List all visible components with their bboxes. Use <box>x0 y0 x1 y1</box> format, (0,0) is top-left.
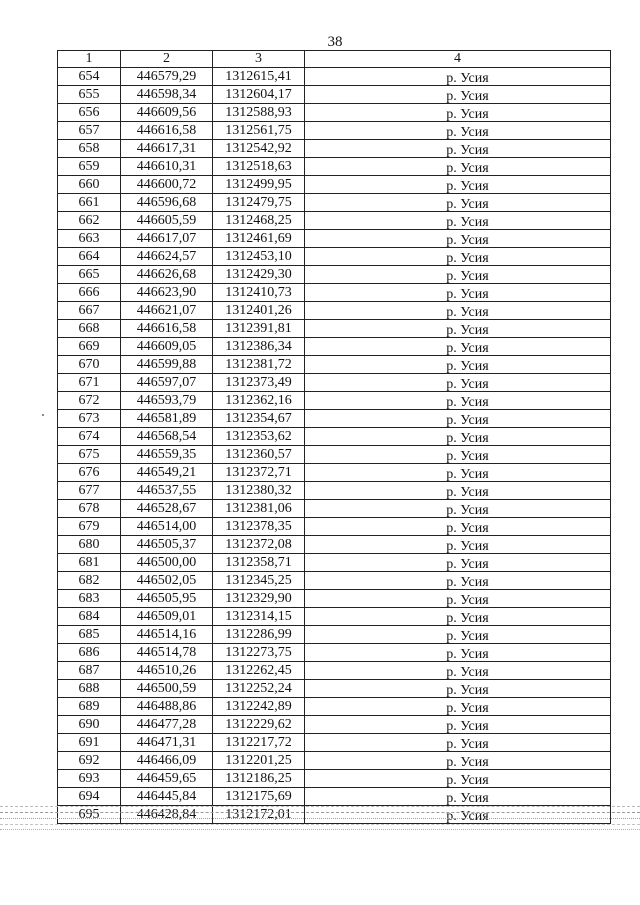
point-number-cell: 677 <box>58 482 121 500</box>
river-label: р. Усия <box>446 251 489 266</box>
y-coordinate-cell: 1312604,17 <box>213 86 305 104</box>
point-number-cell: 676 <box>58 464 121 482</box>
x-coordinate-cell: 446428,84 <box>121 806 213 824</box>
x-coordinate-cell: 446514,16 <box>121 626 213 644</box>
point-number-cell: 668 <box>58 320 121 338</box>
table-row <box>58 212 611 230</box>
table-row <box>58 752 611 770</box>
river-label: р. Усия <box>446 755 489 770</box>
table-row <box>58 320 611 338</box>
river-label: р. Усия <box>446 503 489 518</box>
river-label: р. Усия <box>446 143 489 158</box>
y-coordinate-cell: 1312345,25 <box>213 572 305 590</box>
description-cell <box>305 626 611 644</box>
point-number-cell: 679 <box>58 518 121 536</box>
point-number-cell: 669 <box>58 338 121 356</box>
table-row <box>58 536 611 554</box>
point-number-cell: 694 <box>58 788 121 806</box>
point-number-cell: 680 <box>58 536 121 554</box>
table-row <box>58 86 611 104</box>
description-cell <box>305 806 611 824</box>
y-coordinate-cell: 1312373,49 <box>213 374 305 392</box>
y-coordinate-cell: 1312360,57 <box>213 446 305 464</box>
description-cell <box>305 122 611 140</box>
x-coordinate-cell: 446509,01 <box>121 608 213 626</box>
x-coordinate-cell: 446617,31 <box>121 140 213 158</box>
description-cell <box>305 194 611 212</box>
x-coordinate-cell: 446581,89 <box>121 410 213 428</box>
x-coordinate-cell: 446559,35 <box>121 446 213 464</box>
description-cell <box>305 212 611 230</box>
point-number-cell: 674 <box>58 428 121 446</box>
y-coordinate-cell: 1312286,99 <box>213 626 305 644</box>
river-label: р. Усия <box>446 359 489 374</box>
y-coordinate-cell: 1312499,95 <box>213 176 305 194</box>
river-label: р. Усия <box>446 161 489 176</box>
header-point-number: 1 <box>58 51 121 68</box>
y-coordinate-cell: 1312381,72 <box>213 356 305 374</box>
x-coordinate-cell: 446600,72 <box>121 176 213 194</box>
point-number-cell: 667 <box>58 302 121 320</box>
description-cell <box>305 500 611 518</box>
y-coordinate-cell: 1312386,34 <box>213 338 305 356</box>
table-row <box>58 230 611 248</box>
description-cell <box>305 428 611 446</box>
river-label: р. Усия <box>446 71 489 86</box>
y-coordinate-cell: 1312561,75 <box>213 122 305 140</box>
y-coordinate-cell: 1312378,35 <box>213 518 305 536</box>
y-coordinate-cell: 1312262,45 <box>213 662 305 680</box>
description-cell <box>305 482 611 500</box>
x-coordinate-cell: 446445,84 <box>121 788 213 806</box>
y-coordinate-cell: 1312615,41 <box>213 68 305 86</box>
coordinates-table <box>57 50 611 824</box>
river-label: р. Усия <box>446 233 489 248</box>
table-row <box>58 482 611 500</box>
y-coordinate-cell: 1312381,06 <box>213 500 305 518</box>
point-number-cell: 686 <box>58 644 121 662</box>
y-coordinate-cell: 1312372,08 <box>213 536 305 554</box>
x-coordinate-cell: 446616,58 <box>121 122 213 140</box>
description-cell <box>305 644 611 662</box>
description-cell <box>305 770 611 788</box>
description-cell <box>305 356 611 374</box>
page-number: 38 <box>327 34 343 50</box>
y-coordinate-cell: 1312461,69 <box>213 230 305 248</box>
description-cell <box>305 752 611 770</box>
description-cell <box>305 266 611 284</box>
point-number-cell: 689 <box>58 698 121 716</box>
table-row <box>58 194 611 212</box>
point-number-cell: 662 <box>58 212 121 230</box>
table-row <box>58 680 611 698</box>
y-coordinate-cell: 1312429,30 <box>213 266 305 284</box>
river-label: р. Усия <box>446 287 489 302</box>
table-row <box>58 140 611 158</box>
x-coordinate-cell: 446596,68 <box>121 194 213 212</box>
description-cell <box>305 590 611 608</box>
table-row <box>58 410 611 428</box>
x-coordinate-cell: 446549,21 <box>121 464 213 482</box>
description-cell <box>305 302 611 320</box>
x-coordinate-cell: 446459,65 <box>121 770 213 788</box>
description-cell <box>305 374 611 392</box>
point-number-cell: 655 <box>58 86 121 104</box>
description-cell <box>305 320 611 338</box>
x-coordinate-cell: 446579,29 <box>121 68 213 86</box>
river-label: р. Усия <box>446 539 489 554</box>
x-coordinate-cell: 446617,07 <box>121 230 213 248</box>
point-number-cell: 690 <box>58 716 121 734</box>
y-coordinate-cell: 1312588,93 <box>213 104 305 122</box>
river-label: р. Усия <box>446 89 489 104</box>
table-row <box>58 806 611 824</box>
header-description: 4 <box>305 51 611 68</box>
table-row <box>58 626 611 644</box>
x-coordinate-cell: 446502,05 <box>121 572 213 590</box>
x-coordinate-cell: 446599,88 <box>121 356 213 374</box>
x-coordinate-cell: 446621,07 <box>121 302 213 320</box>
river-label: р. Усия <box>446 629 489 644</box>
y-coordinate-cell: 1312410,73 <box>213 284 305 302</box>
description-cell <box>305 230 611 248</box>
river-label: р. Усия <box>446 575 489 590</box>
point-number-cell: 654 <box>58 68 121 86</box>
table-row <box>58 518 611 536</box>
river-label: р. Усия <box>446 125 489 140</box>
y-coordinate-cell: 1312453,10 <box>213 248 305 266</box>
point-number-cell: 659 <box>58 158 121 176</box>
table-row <box>58 428 611 446</box>
point-number-cell: 688 <box>58 680 121 698</box>
point-number-cell: 691 <box>58 734 121 752</box>
description-cell <box>305 536 611 554</box>
y-coordinate-cell: 1312329,90 <box>213 590 305 608</box>
y-coordinate-cell: 1312391,81 <box>213 320 305 338</box>
header-y-coordinate: 3 <box>213 51 305 68</box>
description-cell <box>305 464 611 482</box>
point-number-cell: 658 <box>58 140 121 158</box>
x-coordinate-cell: 446609,56 <box>121 104 213 122</box>
scan-artifact-line <box>0 824 640 826</box>
point-number-cell: 678 <box>58 500 121 518</box>
table-row <box>58 104 611 122</box>
description-cell <box>305 176 611 194</box>
table-row <box>58 662 611 680</box>
table-row <box>58 266 611 284</box>
y-coordinate-cell: 1312186,25 <box>213 770 305 788</box>
description-cell <box>305 608 611 626</box>
description-cell <box>305 410 611 428</box>
x-coordinate-cell: 446598,34 <box>121 86 213 104</box>
y-coordinate-cell: 1312362,16 <box>213 392 305 410</box>
y-coordinate-cell: 1312542,92 <box>213 140 305 158</box>
table-row <box>58 446 611 464</box>
x-coordinate-cell: 446505,95 <box>121 590 213 608</box>
river-label: р. Усия <box>446 737 489 752</box>
river-label: р. Усия <box>446 449 489 464</box>
point-number-cell: 683 <box>58 590 121 608</box>
x-coordinate-cell: 446528,67 <box>121 500 213 518</box>
river-label: р. Усия <box>446 413 489 428</box>
table-row <box>58 590 611 608</box>
point-number-cell: 661 <box>58 194 121 212</box>
description-cell <box>305 284 611 302</box>
river-label: р. Усия <box>446 341 489 356</box>
river-label: р. Усия <box>446 665 489 680</box>
x-coordinate-cell: 446616,58 <box>121 320 213 338</box>
table-row <box>58 158 611 176</box>
river-label: р. Усия <box>446 269 489 284</box>
river-label: р. Усия <box>446 647 489 662</box>
river-label: р. Усия <box>446 305 489 320</box>
river-label: р. Усия <box>446 323 489 338</box>
x-coordinate-cell: 446477,28 <box>121 716 213 734</box>
x-coordinate-cell: 446610,31 <box>121 158 213 176</box>
table-row <box>58 122 611 140</box>
y-coordinate-cell: 1312314,15 <box>213 608 305 626</box>
river-label: р. Усия <box>446 215 489 230</box>
x-coordinate-cell: 446471,31 <box>121 734 213 752</box>
point-number-cell: 663 <box>58 230 121 248</box>
point-number-cell: 666 <box>58 284 121 302</box>
y-coordinate-cell: 1312401,26 <box>213 302 305 320</box>
description-cell <box>305 68 611 86</box>
point-number-cell: 685 <box>58 626 121 644</box>
description-cell <box>305 338 611 356</box>
y-coordinate-cell: 1312175,69 <box>213 788 305 806</box>
y-coordinate-cell: 1312468,25 <box>213 212 305 230</box>
description-cell <box>305 662 611 680</box>
table-row <box>58 770 611 788</box>
x-coordinate-cell: 446537,55 <box>121 482 213 500</box>
description-cell <box>305 518 611 536</box>
y-coordinate-cell: 1312273,75 <box>213 644 305 662</box>
table-row <box>58 554 611 572</box>
description-cell <box>305 104 611 122</box>
x-coordinate-cell: 446605,59 <box>121 212 213 230</box>
river-label: р. Усия <box>446 521 489 536</box>
y-coordinate-cell: 1312372,71 <box>213 464 305 482</box>
y-coordinate-cell: 1312229,62 <box>213 716 305 734</box>
x-coordinate-cell: 446500,00 <box>121 554 213 572</box>
river-label: р. Усия <box>446 593 489 608</box>
description-cell <box>305 680 611 698</box>
x-coordinate-cell: 446609,05 <box>121 338 213 356</box>
river-label: р. Усия <box>446 683 489 698</box>
table-row <box>58 374 611 392</box>
point-number-cell: 656 <box>58 104 121 122</box>
y-coordinate-cell: 1312252,24 <box>213 680 305 698</box>
table-row <box>58 788 611 806</box>
description-cell <box>305 554 611 572</box>
description-cell <box>305 716 611 734</box>
river-label: р. Усия <box>446 557 489 572</box>
y-coordinate-cell: 1312353,62 <box>213 428 305 446</box>
y-coordinate-cell: 1312217,72 <box>213 734 305 752</box>
river-label: р. Усия <box>446 809 489 824</box>
x-coordinate-cell: 446514,00 <box>121 518 213 536</box>
river-label: р. Усия <box>446 611 489 626</box>
y-coordinate-cell: 1312518,63 <box>213 158 305 176</box>
point-number-cell: 657 <box>58 122 121 140</box>
river-label: р. Усия <box>446 467 489 482</box>
point-number-cell: 671 <box>58 374 121 392</box>
river-label: р. Усия <box>446 179 489 194</box>
header-row <box>58 51 611 68</box>
header-x-coordinate: 2 <box>121 51 213 68</box>
y-coordinate-cell: 1312172,01 <box>213 806 305 824</box>
description-cell <box>305 788 611 806</box>
x-coordinate-cell: 446466,09 <box>121 752 213 770</box>
river-label: р. Усия <box>446 197 489 212</box>
table-row <box>58 392 611 410</box>
x-coordinate-cell: 446514,78 <box>121 644 213 662</box>
y-coordinate-cell: 1312354,67 <box>213 410 305 428</box>
scan-artifact-line <box>0 829 640 831</box>
x-coordinate-cell: 446597,07 <box>121 374 213 392</box>
table-row <box>58 734 611 752</box>
x-coordinate-cell: 446624,57 <box>121 248 213 266</box>
point-number-cell: 675 <box>58 446 121 464</box>
description-cell <box>305 86 611 104</box>
river-label: р. Усия <box>446 377 489 392</box>
x-coordinate-cell: 446488,86 <box>121 698 213 716</box>
x-coordinate-cell: 446623,90 <box>121 284 213 302</box>
river-label: р. Усия <box>446 773 489 788</box>
description-cell <box>305 158 611 176</box>
point-number-cell: 673 <box>58 410 121 428</box>
table-row <box>58 68 611 86</box>
x-coordinate-cell: 446593,79 <box>121 392 213 410</box>
x-coordinate-cell: 446626,68 <box>121 266 213 284</box>
table-row <box>58 572 611 590</box>
point-number-cell: 693 <box>58 770 121 788</box>
table-header <box>58 51 611 68</box>
x-coordinate-cell: 446505,37 <box>121 536 213 554</box>
y-coordinate-cell: 1312380,32 <box>213 482 305 500</box>
description-cell <box>305 446 611 464</box>
point-number-cell: 665 <box>58 266 121 284</box>
table-row <box>58 698 611 716</box>
description-cell <box>305 698 611 716</box>
point-number-cell: 681 <box>58 554 121 572</box>
table-body <box>58 68 611 824</box>
table-row <box>58 500 611 518</box>
point-number-cell: 687 <box>58 662 121 680</box>
x-coordinate-cell: 446510,26 <box>121 662 213 680</box>
point-number-cell: 672 <box>58 392 121 410</box>
point-number-cell: 692 <box>58 752 121 770</box>
description-cell <box>305 392 611 410</box>
description-cell <box>305 248 611 266</box>
point-number-cell: 664 <box>58 248 121 266</box>
river-label: р. Усия <box>446 719 489 734</box>
x-coordinate-cell: 446500,59 <box>121 680 213 698</box>
y-coordinate-cell: 1312358,71 <box>213 554 305 572</box>
point-number-cell: 684 <box>58 608 121 626</box>
point-number-cell: 695 <box>58 806 121 824</box>
river-label: р. Усия <box>446 395 489 410</box>
y-coordinate-cell: 1312479,75 <box>213 194 305 212</box>
point-number-cell: 660 <box>58 176 121 194</box>
river-label: р. Усия <box>446 485 489 500</box>
description-cell <box>305 572 611 590</box>
scan-speck <box>42 414 44 416</box>
river-label: р. Усия <box>446 107 489 122</box>
table-row <box>58 356 611 374</box>
point-number-cell: 670 <box>58 356 121 374</box>
table-row <box>58 284 611 302</box>
table-row <box>58 644 611 662</box>
y-coordinate-cell: 1312201,25 <box>213 752 305 770</box>
table-row <box>58 248 611 266</box>
table-row <box>58 338 611 356</box>
river-label: р. Усия <box>446 791 489 806</box>
river-label: р. Усия <box>446 701 489 716</box>
table-row <box>58 302 611 320</box>
table-row <box>58 464 611 482</box>
description-cell <box>305 734 611 752</box>
y-coordinate-cell: 1312242,89 <box>213 698 305 716</box>
x-coordinate-cell: 446568,54 <box>121 428 213 446</box>
table-row <box>58 608 611 626</box>
table-row <box>58 176 611 194</box>
table-row <box>58 716 611 734</box>
point-number-cell: 682 <box>58 572 121 590</box>
river-label: р. Усия <box>446 431 489 446</box>
description-cell <box>305 140 611 158</box>
